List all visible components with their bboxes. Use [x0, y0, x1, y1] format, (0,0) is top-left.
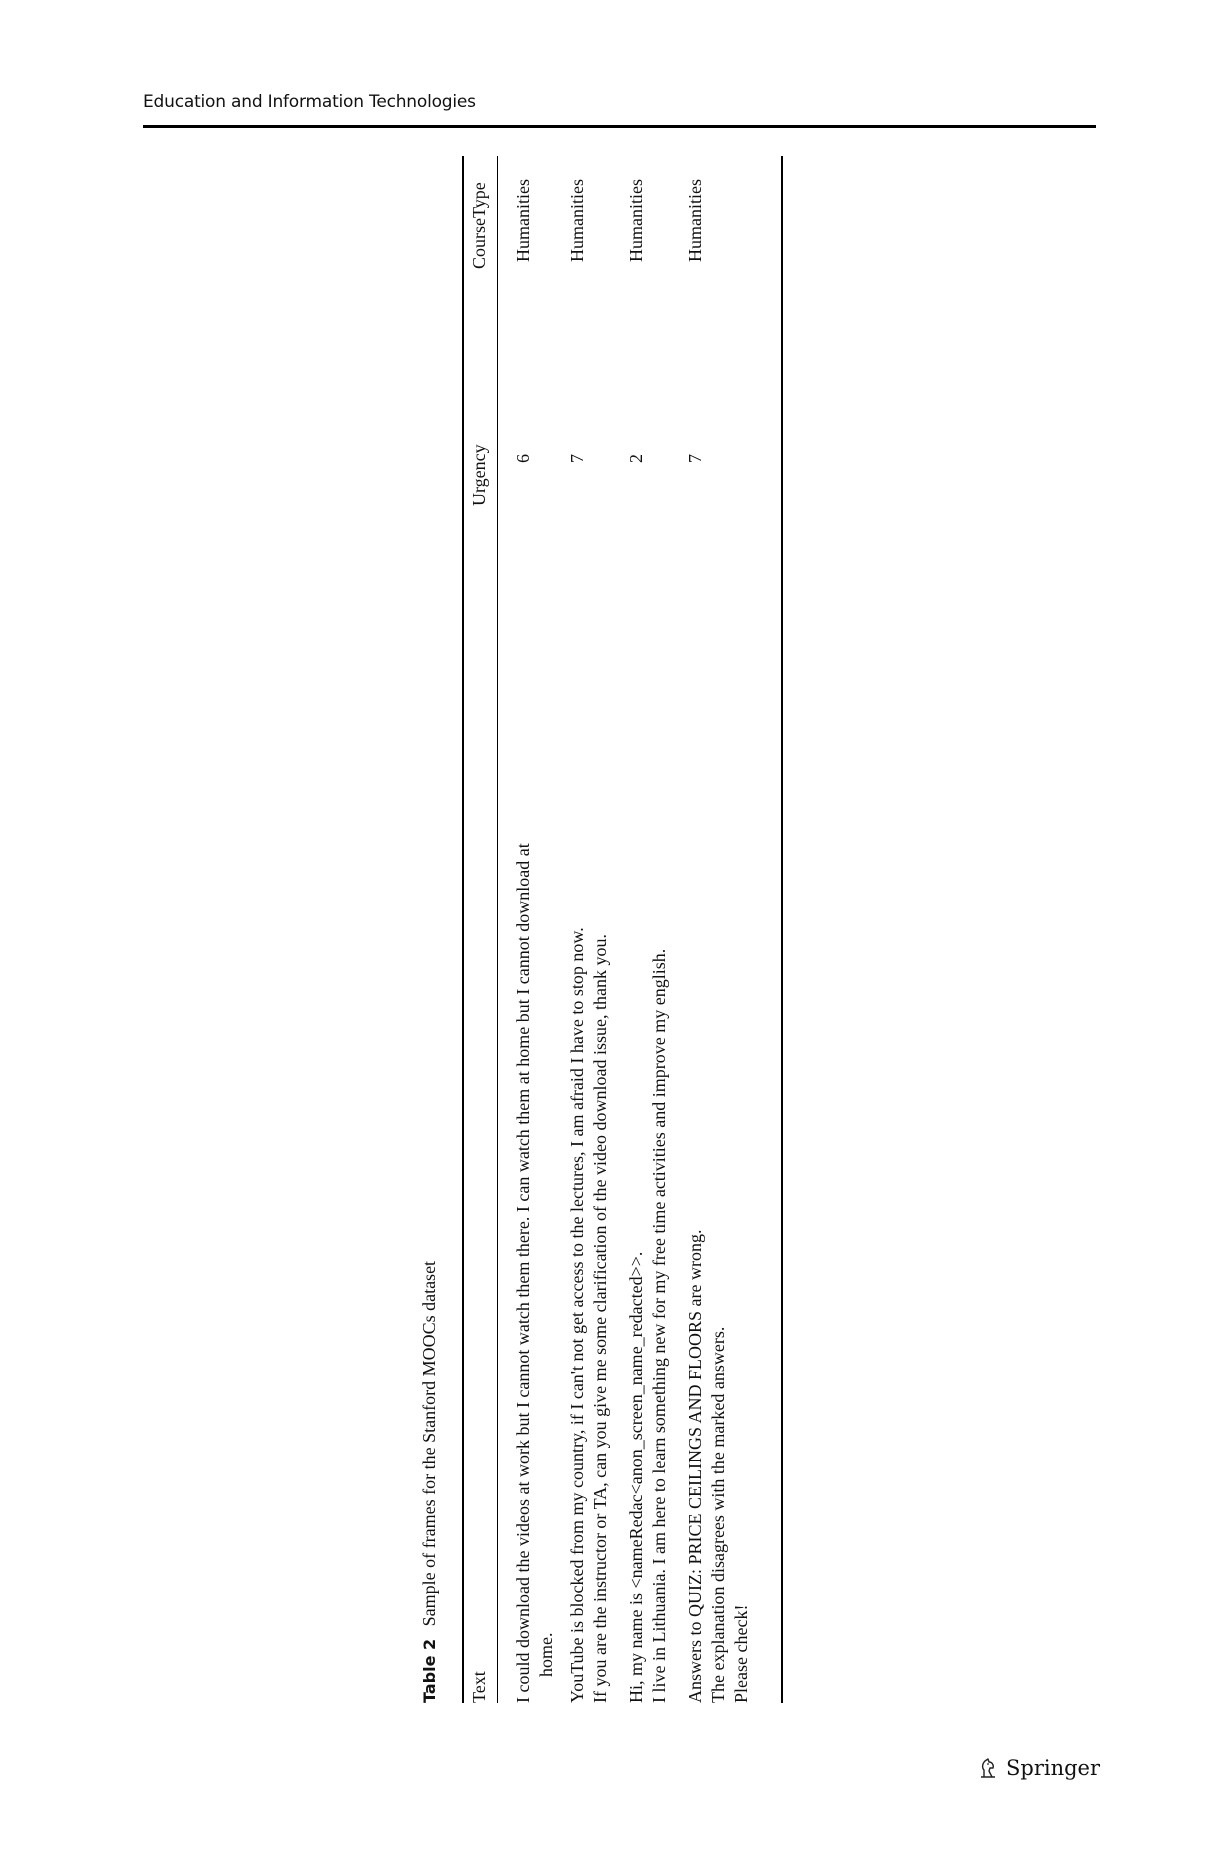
- text-line: Please check!: [731, 1604, 751, 1703]
- column-header-text: Text: [469, 1671, 489, 1703]
- coursetype-cell: Humanities: [567, 179, 587, 262]
- rotated-table: [409, 153, 789, 1703]
- text-cell: [566, 513, 612, 1703]
- text-line: If you are the instructor or TA, can you give me some clarification of the video download issue, thank you.: [590, 933, 610, 1703]
- text-cell: [684, 513, 753, 1703]
- publisher-footer: [976, 1756, 1100, 1780]
- text-line: Hi, my name is <nameRedac<anon_screen_name_redacted>>.: [626, 1251, 646, 1703]
- table-header-rule: [497, 156, 498, 1703]
- coursetype-cell: Humanities: [685, 179, 705, 262]
- springer-horse-icon: [976, 1756, 1000, 1780]
- table-bottom-rule: [781, 156, 783, 1703]
- urgency-cell: 6: [513, 454, 533, 463]
- publisher-name: Springer: [1006, 1756, 1101, 1780]
- column-header-urgency: Urgency: [469, 444, 489, 506]
- text-line: The explanation disagrees with the marked answers.: [708, 1326, 728, 1703]
- text-cell: [512, 513, 558, 1703]
- table-caption-text: Sample of frames for the Stanford MOOCs dataset: [419, 1260, 439, 1627]
- table-top-rule: [462, 156, 464, 1703]
- table-label: Table 2: [420, 1638, 439, 1703]
- text-cell: [625, 513, 671, 1703]
- urgency-cell: 2: [626, 454, 646, 463]
- table-caption: [419, 1261, 440, 1703]
- column-header-coursetype: CourseType: [469, 182, 489, 269]
- text-line: Answers to QUIZ: PRICE CEILINGS AND FLOORS are wrong.: [685, 1229, 705, 1703]
- text-line: YouTube is blocked from my country, if I can't not get access to the lectures, I am afraid I have to stop now.: [567, 927, 587, 1703]
- coursetype-cell: Humanities: [513, 179, 533, 262]
- urgency-cell: 7: [567, 454, 587, 463]
- text-line: I live in Lithuania. I am here to learn something new for my free time activities and improve my english.: [649, 948, 669, 1703]
- text-line: home.: [536, 1632, 556, 1677]
- text-line: I could download the videos at work but I cannot watch them there. I can watch them at home but I cannot download at: [513, 843, 533, 1703]
- urgency-cell: 7: [685, 454, 705, 463]
- coursetype-cell: Humanities: [626, 179, 646, 262]
- header-rule: [143, 125, 1096, 128]
- running-head: Education and Information Technologies: [143, 92, 476, 112]
